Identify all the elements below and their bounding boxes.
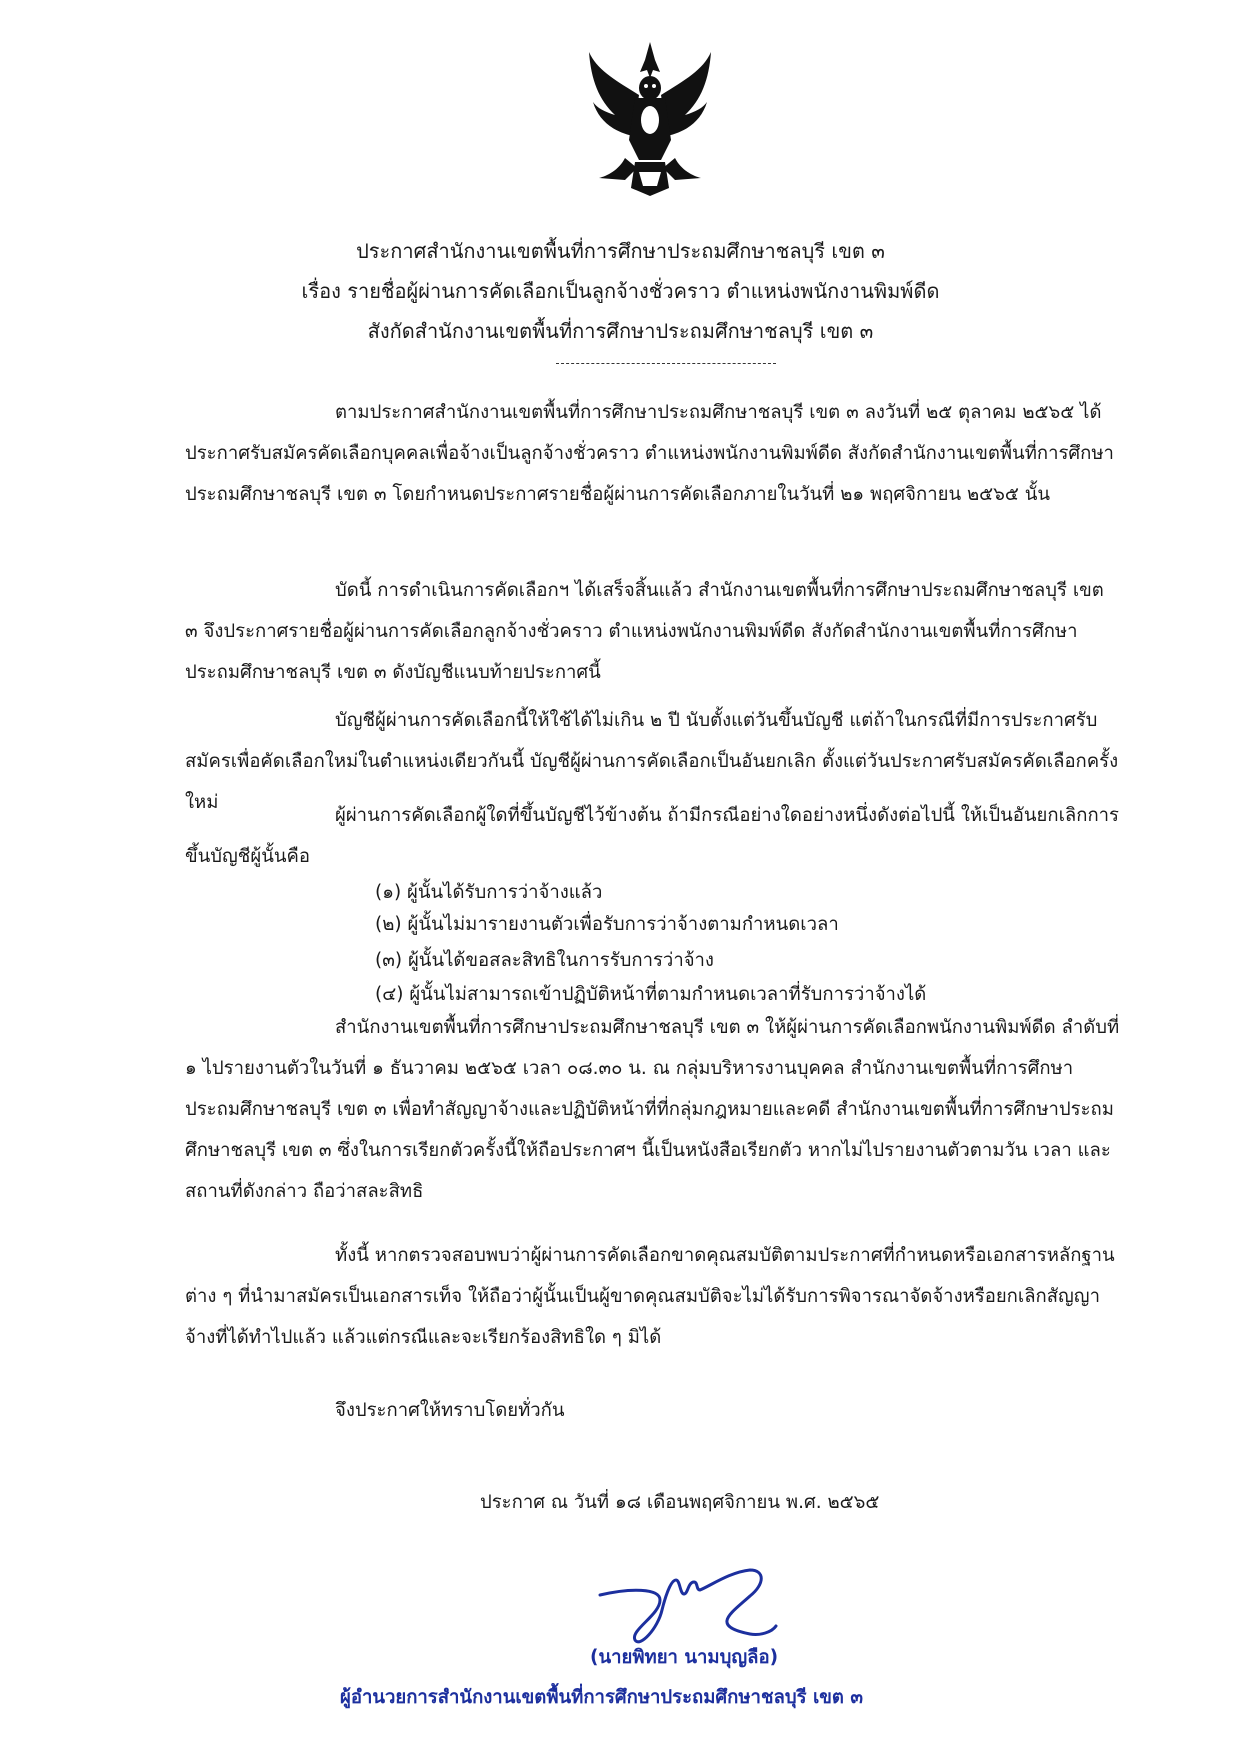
paragraph-4: ผู้ผ่านการคัดเลือกผู้ใดที่ขึ้นบัญชีไว้ข้างต้น ถ้ามีกรณีอย่างใดอย่างหนึ่งดังต่อไปนี้ ให้เป็นอันยกเลิกการขึ้นบัญชีผู้นั้นคือ xyxy=(185,805,1119,867)
list-item: (๔) ผู้นั้นไม่สามารถเข้าปฏิบัติหน้าที่ตามกำหนดเวลาที่รับการว่าจ้างได้ xyxy=(375,984,927,1005)
announcement-title: ประกาศสำนักงานเขตพื้นที่การศึกษาประถมศึกษาชลบุรี เขต ๓ xyxy=(356,239,885,263)
paragraph-6: ทั้งนี้ หากตรวจสอบพบว่าผู้ผ่านการคัดเลือกขาดคุณสมบัติตามประกาศที่กำหนดหรือเอกสารหลักฐานต่าง ๆ ที่นำมาสมัครเป็นเอกสารเท็จ ให้ถือว่าผู้นั้นเป็นผู้ขาดคุณสมบัติจะไม่ได้รับการพิจารณาจัดจ้างหรือยกเลิกสัญญาจ้างที่ได้ทำไปแล้ว แล้วแต่กรณีและจะเรียกร้องสิทธิใด ๆ มิได้ xyxy=(185,1245,1115,1348)
paragraph-7: จึงประกาศให้ทราบโดยทั่วกัน xyxy=(335,1400,565,1421)
list-item: (๑) ผู้นั้นได้รับการว่าจ้างแล้ว xyxy=(375,882,603,903)
paragraph-1: ตามประกาศสำนักงานเขตพื้นที่การศึกษาประถมศึกษาชลบุรี เขต ๓ ลงวันที่ ๒๕ ตุลาคม ๒๕๖๕ ได้ประกาศรับสมัครคัดเลือกบุคคลเพื่อจ้างเป็นลูกจ้างชั่วคราว ตำแหน่งพนักงานพิมพ์ดีด สังกัดสำนักงานเขตพื้นที่การศึกษาประถมศึกษาชลบุรี เขต ๓ โดยกำหนดประกาศรายชื่อผู้ผ่านการคัดเลือกภายในวันที่ ๒๑ พฤศจิกายน ๒๕๖๕ นั้น xyxy=(185,402,1114,505)
list-item: (๓) ผู้นั้นได้ขอสละสิทธิในการรับการว่าจ้าง xyxy=(375,950,714,971)
signature-icon xyxy=(590,1560,780,1650)
paragraph-3: บัญชีผู้ผ่านการคัดเลือกนี้ให้ใช้ได้ไม่เกิน ๒ ปี นับตั้งแต่วันขึ้นบัญชี แต่ถ้าในกรณีที่มีการประกาศรับสมัครเพื่อคัดเลือกใหม่ในตำแหน่งเดียวกันนี้ บัญชีผู้ผ่านการคัดเลือกเป็นอันยกเลิก ตั้งแต่วันประกาศรับสมัครคัดเลือกครั้งใหม่ xyxy=(185,710,1119,813)
separator-rule xyxy=(556,363,776,364)
paragraph-2: บัดนี้ การดำเนินการคัดเลือกฯ ได้เสร็จสิ้นแล้ว สำนักงานเขตพื้นที่การศึกษาประถมศึกษาชลบุรี เขต ๓ จึงประกาศรายชื่อผู้ผ่านการคัดเลือกลูกจ้างชั่วคราว ตำแหน่งพนักงานพิมพ์ดีด สังกัดสำนักงานเขตพื้นที่การศึกษาประถมศึกษาชลบุรี เขต ๓ ดังบัญชีแนบท้ายประกาศนี้ xyxy=(185,580,1104,683)
announcement-date: ประกาศ ณ วันที่ ๑๘ เดือนพฤศจิกายน พ.ศ. ๒๕๖๕ xyxy=(480,1492,880,1513)
announcement-affiliation: สังกัดสำนักงานเขตพื้นที่การศึกษาประถมศึกษาชลบุรี เขต ๓ xyxy=(367,319,874,343)
paragraph-5: สำนักงานเขตพื้นที่การศึกษาประถมศึกษาชลบุรี เขต ๓ ให้ผู้ผ่านการคัดเลือกพนักงานพิมพ์ดีด ลำดับที่ ๑ ไปรายงานตัวในวันที่ ๑ ธันวาคม ๒๕๖๕ เวลา ๐๘.๓๐ น. ณ กลุ่มบริหารงานบุคคล สำนักงานเขตพื้นที่การศึกษาประถมศึกษาชลบุรี เขต ๓ เพื่อทำสัญญาจ้างและปฏิบัติหน้าที่ที่กลุ่มกฎหมายและคดี สำนักงานเขตพื้นที่การศึกษาประถมศึกษาชลบุรี เขต ๓ ซึ่งในการเรียกตัวครั้งนี้ให้ถือประกาศฯ นี้เป็นหนังสือเรียกตัว หากไม่ไปรายงานตัวตามวัน เวลา และสถานที่ดังกล่าว ถือว่าสละสิทธิ xyxy=(185,1017,1120,1202)
signer-title: ผู้อำนวยการสำนักงานเขตพื้นที่การศึกษาประถมศึกษาชลบุรี เขต ๓ xyxy=(340,1687,864,1708)
signer-name: (นายพิทยา นามบุญลือ) xyxy=(590,1647,779,1668)
garuda-emblem-icon xyxy=(585,40,715,200)
announcement-subject: เรื่อง รายชื่อผู้ผ่านการคัดเลือกเป็นลูกจ้างชั่วคราว ตำแหน่งพนักงานพิมพ์ดีด xyxy=(301,279,940,303)
list-item: (๒) ผู้นั้นไม่มารายงานตัวเพื่อรับการว่าจ้างตามกำหนดเวลา xyxy=(375,914,839,935)
